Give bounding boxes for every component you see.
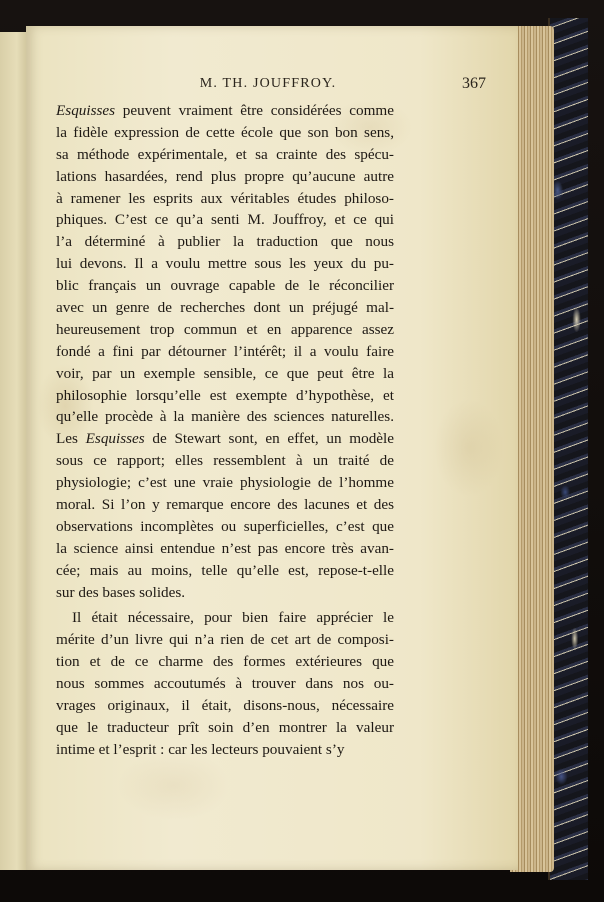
text-line [56, 428, 394, 450]
line-prefix: Les [56, 430, 86, 448]
line-text: sa méthode expérimentale, et sa crainte des spécu- [56, 145, 394, 163]
line-text: à ramener les esprits aux véritables études philoso- [56, 189, 394, 207]
text-line [56, 582, 394, 604]
line-text: que le traducteur prît soin d’en montrer la valeur [56, 718, 394, 736]
text-line [56, 629, 394, 651]
line-text: heureusement trop commun et en apparence assez [56, 320, 394, 338]
line-text: cée; mais au moins, telle qu’elle est, repose-t-elle [56, 561, 394, 579]
line-text: sur des bases solides. [56, 583, 186, 601]
text-line [56, 494, 394, 516]
text-line [56, 450, 394, 472]
body-text [56, 100, 394, 761]
text-line [56, 607, 394, 629]
paragraph-2 [56, 607, 394, 760]
line-text: moral. Si l’on y remarque encore des lacunes et des [56, 496, 394, 514]
text-line [56, 188, 394, 210]
line-text: qu’elle procède à la manière des sciences naturelles. [56, 408, 394, 426]
line-text: lations hasardées, rend plus propre qu’aucune autre [56, 167, 394, 185]
line-text: sous ce rapport; elles ressemblent à un traité de [56, 452, 394, 470]
text-line [56, 516, 394, 538]
line-text: fondé a fini par détourner l’intérêt; il a voulu faire [56, 342, 394, 360]
text-line [56, 651, 394, 673]
text-line [56, 231, 394, 253]
line-text: philosophie lorsqu’elle est exempte d’hypothèse, et [56, 386, 394, 404]
line-text: phiques. C’est ce qu’a senti M. Jouffroy, et ce qui [56, 211, 394, 229]
line-text: tion et de ce charme des formes extérieures que [56, 653, 394, 671]
line-text: Il était nécessaire, pour bien faire apprécier le [72, 609, 394, 627]
line-text: intime et l’esprit : car les lecteurs pouvaient s’y [56, 740, 345, 758]
text-line [56, 144, 394, 166]
page-header [56, 75, 486, 96]
text-line [56, 538, 394, 560]
text-line [56, 319, 394, 341]
line-text: physiologie; c’est une vraie physiologie de l’homme [56, 474, 394, 492]
book-page [26, 26, 518, 870]
text-line [56, 472, 394, 494]
line-text: l’a déterminé à publier la traduction que nous [56, 233, 394, 251]
line-text: nous sommes accoutumés à trouver dans nos ou- [56, 675, 394, 693]
previous-page-edge [0, 32, 29, 870]
paragraph-1 [56, 100, 394, 603]
text-line [56, 717, 394, 739]
marbled-cover [548, 18, 588, 880]
italic-title: Esquisses [56, 102, 116, 119]
text-line [56, 297, 394, 319]
text-line [56, 122, 394, 144]
line-text: la fidèle expression de cette école que son bon sens, [56, 123, 394, 141]
text-line [56, 385, 394, 407]
line-text: la science ainsi entendue n’est pas encore très avan- [56, 539, 394, 557]
line-text: voir, par un exemple sensible, ce que peut être la [56, 364, 394, 382]
line-text: blic français un ouvrage capable de le réconcilier [56, 277, 394, 295]
text-line [56, 341, 394, 363]
text-line [56, 209, 394, 231]
page-number: 367 [462, 75, 486, 92]
text-line [56, 363, 394, 385]
italic-title: Esquisses [85, 430, 145, 448]
line-text: peuvent vraiment être considérées comme [115, 102, 394, 119]
running-head: M. TH. JOUFFROY. [199, 76, 337, 91]
line-text: de Stewart sont, en effet, un modèle [144, 430, 395, 448]
text-line [56, 253, 394, 275]
text-line [56, 695, 394, 717]
line-text: observations incomplètes ou superficielles, c’est que [56, 517, 394, 535]
text-line [56, 673, 394, 695]
line-text: lui devons. Il a voulu mettre sous les yeux du pu- [56, 255, 394, 273]
text-line [56, 100, 394, 122]
text-line [56, 166, 394, 188]
line-text: mérite d’un livre qui n’a rien de cet art de composi- [56, 631, 394, 649]
text-line [56, 406, 394, 428]
text-line [56, 560, 394, 582]
line-text: vrages originaux, il était, disons-nous, nécessaire [56, 697, 394, 715]
text-line [56, 739, 394, 761]
line-text: avec un genre de recherches dont un préjugé mal- [56, 299, 394, 317]
text-line [56, 275, 394, 297]
